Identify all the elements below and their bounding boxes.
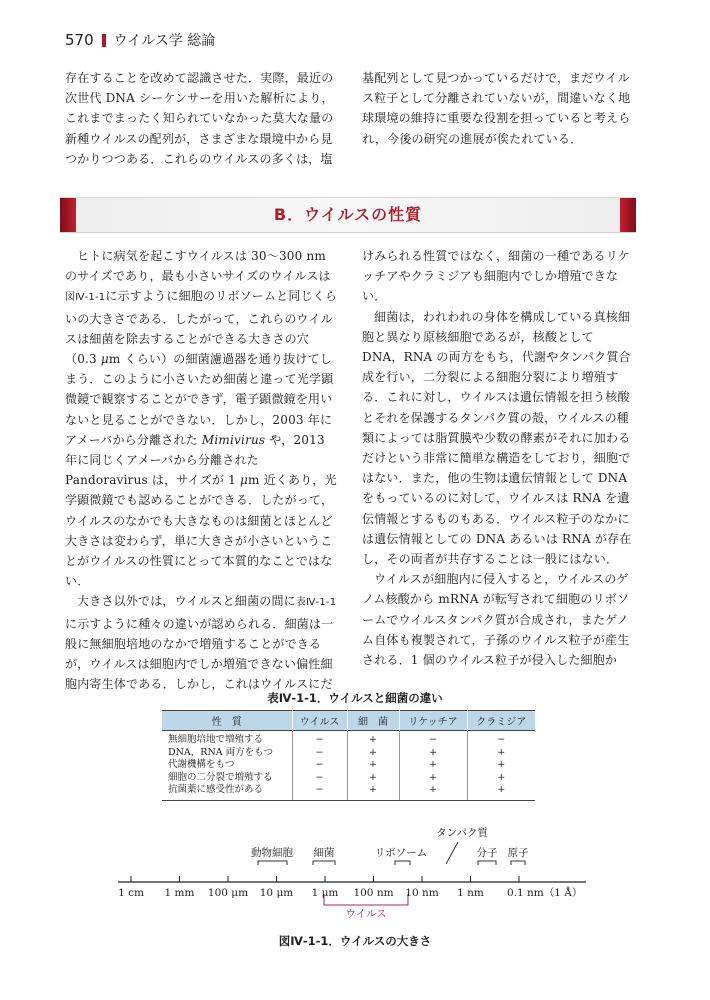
value-cell: − <box>292 772 347 785</box>
property-cell: 細胞の二分裂で増殖する <box>168 771 273 783</box>
table-header-row <box>162 711 535 731</box>
figure-reference: 図Ⅳ-1-1 <box>65 292 106 304</box>
section-title: B．ウイルスの性質 <box>273 205 423 224</box>
value-cell: + <box>347 747 399 760</box>
left-paragraph-1: ヒトに病気を起こすウイルスは 30～300 nm のサイズであり，最も小さいサイズのウイルスは図Ⅳ-1-1に示すように細胞のリボソームと同じくらいの大きさである．したがって，これらのウイルスは細菌を除去することができる大きさの穴（0.3 μm くらい）の細菌濾過器を通り抜けてしまう．このように小さいため細菌と違って光学顕微鏡で観察することができず，電子顕微鏡を用いないと見ることができない．しかし，2003 年にアメーバから分離された Mimivirus や，2013 年に同じくアメーバから分離された Pandoravirus は，サイズが 1 μm 近くあり，光学顕微鏡でも認めることができる．したがって，ウイルスのなかでも大きなものは細菌とほとんど大きさは変わらず，単に大きさが小さいということがウイルスの性質にとって本質的なことではない． <box>65 249 338 589</box>
running-title: ウイルス学 総論 <box>113 33 216 49</box>
table-caption: 表Ⅳ-1-1．ウイルスと細菌の違い <box>267 691 443 705</box>
bacteria-label: 細菌 <box>313 847 335 859</box>
table-row <box>162 747 535 760</box>
value-cell: − <box>292 731 347 747</box>
scale-tick-label: 1 μm <box>311 887 339 899</box>
atom-bracket <box>511 861 525 865</box>
table-row <box>162 759 535 772</box>
page-number: 570 <box>65 31 94 49</box>
top-right-paragraph: 基配列として見つかっているだけで，まだウイルス粒子として分離されていないが，間違いなく地球環境の維持に重要な役割を担っていると考えられ，今後の研究の進展が俟たれている． <box>362 71 631 146</box>
value-cell: − <box>467 731 535 747</box>
property-cell: 抗菌薬に感受性がある <box>162 784 292 800</box>
value-cell: + <box>467 772 535 785</box>
running-header <box>65 30 215 50</box>
table-row <box>162 784 535 800</box>
right-paragraph-2: 細菌は，われわれの身体を構成している真核細胞と異なり原核細胞であるが，核酸として DNA，RNA の両方をもち，代謝やタンパク質合成を行い，二分裂による細胞分裂により増殖する．これに対し，ウイルスは遺伝情報を担う核酸とそれを保護するタンパク質の殻，ウイルスの種類によっては脂質膜や少数の酵素がそれに加わるだけという非常に簡単な構造をしており，細胞ではない．また，他の生物は遺伝情報として DNA をもっているのに対して，ウイルスは RNA を遺伝情報とするものもある．ウイルス粒子のなかには遺伝情報としての DNA あるいは RNA が存在し，その両者が共存することは一般にはない． <box>362 309 632 567</box>
molecule-bracket <box>478 861 496 865</box>
table-header-cell: クラミジア <box>467 711 535 731</box>
value-cell: + <box>347 784 399 800</box>
mimivirus-name: Mimivirus <box>201 432 266 447</box>
table-header-cell: リケッチア <box>399 711 467 731</box>
top-left-paragraph: 存在することを改めて認識させた．実際，最近の次世代 DNA シーケンサーを用いた解析により，これまでまったく知られていなかった莫大な量の新種ウイルスの配列が，さまざまな環境中から見つかりつつある．これらのウイルスの多くは，塩 <box>65 71 334 166</box>
bacteria-bracket <box>313 861 335 865</box>
comparison-table <box>162 710 535 801</box>
table-body <box>162 731 535 801</box>
animal-cell-label: 動物細胞 <box>251 847 293 859</box>
scale-tick-label: 10 nm <box>405 887 439 899</box>
value-cell: + <box>467 784 535 800</box>
value-cell: − <box>292 759 347 772</box>
value-cell: − <box>292 784 347 800</box>
value-cell: − <box>399 731 467 747</box>
property-cell: 代謝機構をもつ <box>168 759 235 770</box>
size-labels-group <box>251 827 529 920</box>
value-cell: + <box>347 772 399 785</box>
left-column <box>65 246 340 694</box>
ribosome-bracket <box>395 861 410 865</box>
right-paragraph-1: けみられる性質ではなく，細菌の一種であるリケッチアやクラミジアも細胞内でしか増殖できない． <box>362 249 630 304</box>
scale-tick-label: 10 μm <box>259 887 294 899</box>
table-reference: 表Ⅳ-1-1 <box>295 597 337 609</box>
value-cell: + <box>399 759 467 772</box>
table-header-cell: 細 菌 <box>347 711 399 731</box>
table-row <box>162 772 535 785</box>
scale-tick-label: 1 mm <box>164 887 195 899</box>
animal-cell-bracket <box>258 861 287 865</box>
value-cell: + <box>399 784 467 800</box>
value-cell: + <box>467 747 535 760</box>
right-column <box>362 246 637 670</box>
value-cell: − <box>292 747 347 760</box>
scale-tick-label: 0.1 nm（1 Å） <box>507 887 583 899</box>
protein-pointer <box>446 842 458 864</box>
figure-caption: 図Ⅳ-1-1．ウイルスの大きさ <box>278 934 432 948</box>
property-cell: 無細胞培地で増殖する <box>168 734 264 745</box>
table-header-cell: ウイルス <box>292 711 347 731</box>
molecule-label: 分子 <box>476 847 498 859</box>
virus-label: ウイルス <box>345 908 387 920</box>
scale-tick-label: 100 μm <box>207 887 249 899</box>
value-cell: + <box>399 772 467 785</box>
value-cell: + <box>399 747 467 760</box>
left-paragraph-2: 大きさ以外では，ウイルスと細菌の間に表Ⅳ-1-1に示すように種々の違いが認められる．細菌は一般に無細胞培地のなかで増殖することができるが，ウイルスは細胞内でしか増殖できない偏性細胞内寄生体である．しかし，これはウイルスにだ <box>65 594 337 692</box>
right-paragraph-3: ウイルスが細胞内に侵入すると，ウイルスのゲノム核酸から mRNA が転写されて細胞のリボソームでウイルスタンパク質が合成され，またゲノム自体も複製されて，子孫のウイルス粒子が産生される．1 個のウイルス粒子が侵入した細胞か <box>362 572 630 668</box>
header-marker <box>102 34 106 47</box>
table-header-cell: 性 質 <box>162 711 292 731</box>
section-banner <box>60 197 636 233</box>
scale-tick-label: 1 cm <box>118 887 144 899</box>
property-cell: DNA，RNA 両方をもつ <box>168 746 274 758</box>
protein-label: タンパク質 <box>436 827 488 839</box>
scale-ticks <box>118 876 582 899</box>
scale-tick-label: 100 nm <box>353 887 394 899</box>
value-cell: + <box>467 759 535 772</box>
atom-label: 原子 <box>507 847 529 859</box>
virus-size-figure <box>0 820 710 932</box>
table-row <box>162 731 535 747</box>
value-cell: + <box>347 759 399 772</box>
value-cell: + <box>347 731 399 747</box>
ribosome-label: リボソーム <box>374 847 428 859</box>
scale-tick-label: 1 nm <box>457 887 484 899</box>
